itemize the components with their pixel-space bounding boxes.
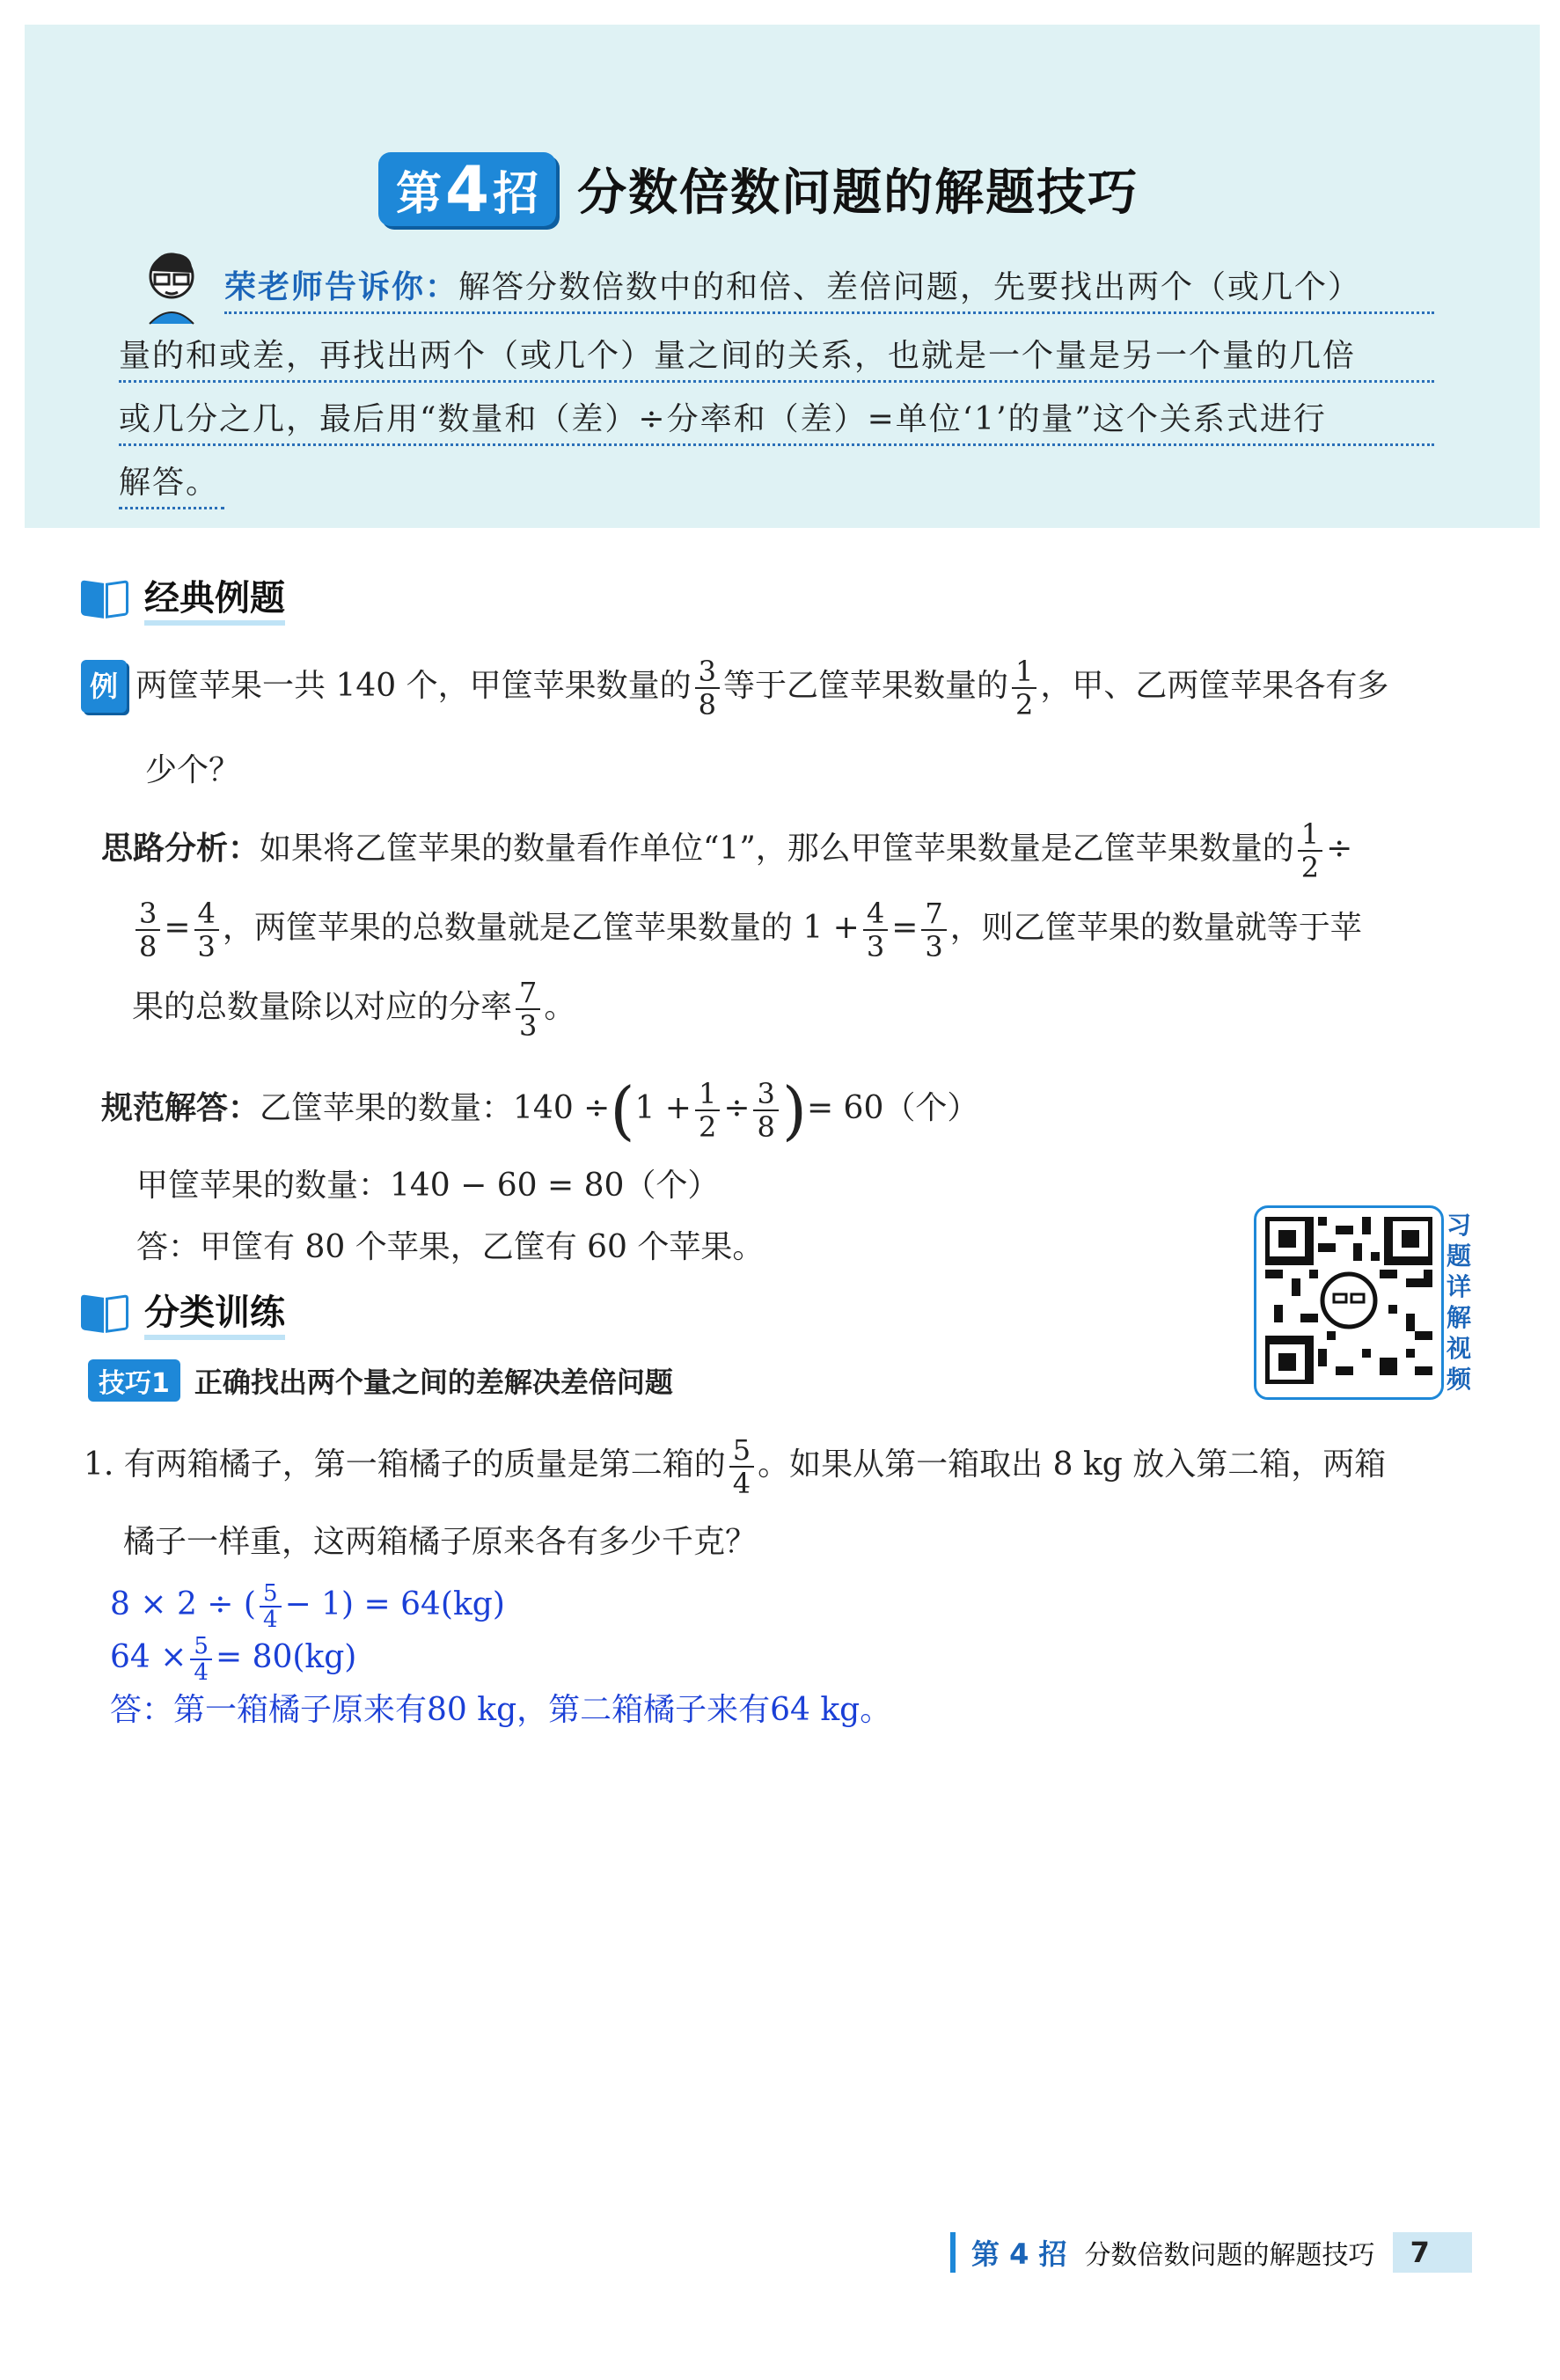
tip-line-2 (119, 333, 1434, 383)
analysis-text: ，两筐苹果的总数量就是乙筐苹果数量的 1 + (222, 910, 860, 946)
q-text: ，甲、乙两筐苹果各有多 (1040, 668, 1389, 704)
book-icon (81, 1293, 132, 1333)
analysis-text: ，则乙筐苹果的数量就等于苹 (949, 910, 1362, 946)
qr-char: 视 (1446, 1334, 1471, 1363)
solution-text: 1 + (634, 1090, 692, 1126)
example-tag: 例 (81, 660, 127, 713)
numerator: 1 (1298, 818, 1322, 852)
answer-line1 (110, 1579, 505, 1632)
page-title: 分数倍数问题的解题技巧 (577, 165, 1139, 222)
solution-label: 规范解答： (101, 1090, 260, 1126)
denominator: 8 (757, 1110, 775, 1144)
solution-line1 (101, 1073, 979, 1147)
section-training-heading (81, 1285, 285, 1340)
answer-text: 64 × (110, 1639, 187, 1675)
numerator: 1 (695, 1078, 720, 1111)
skill-title: 正确找出两个量之间的差解决差倍问题 (194, 1366, 673, 1399)
qr-pattern-icon (1265, 1217, 1432, 1384)
tip-text-1: 解答分数倍数中的和倍、差倍问题，先要找出两个（或几个） (458, 269, 1362, 305)
tip-text-4: 解答。 (119, 465, 220, 501)
fraction (260, 1581, 282, 1632)
analysis-line1 (101, 818, 1352, 883)
fraction (1298, 818, 1322, 883)
qr-char: 解 (1446, 1303, 1471, 1332)
fraction (194, 897, 219, 963)
section-example-heading (81, 570, 285, 626)
paren-open-icon: ( (610, 1073, 635, 1147)
denominator: 4 (262, 1607, 278, 1633)
qr-char: 题 (1446, 1241, 1471, 1271)
denominator: 2 (1015, 688, 1034, 721)
fraction (135, 897, 160, 963)
answer-line3 (110, 1685, 891, 1736)
footer-title: 分数倍数问题的解题技巧 (1084, 2240, 1375, 2271)
chapter-suffix: 招 (493, 167, 539, 221)
numerator: 5 (729, 1434, 754, 1468)
q1-text: 橘子一样重，这两箱橘子原来各有多少千克？ (123, 1524, 758, 1560)
fraction (695, 655, 720, 721)
analysis-line3 (132, 977, 575, 1042)
analysis-label: 思路分析： (101, 831, 260, 867)
fraction (516, 977, 540, 1042)
chapter-prefix: 第 (396, 167, 443, 221)
numerator: 3 (695, 655, 720, 689)
numerator: 7 (516, 977, 540, 1010)
paren-close-icon: ) (781, 1073, 807, 1147)
qr-char: 习 (1446, 1211, 1471, 1240)
q-text: 两筐苹果一共 140 个，甲筐苹果数量的 (135, 668, 692, 704)
teacher-tip-label: 荣老师告诉你： (224, 269, 459, 305)
qr-char: 详 (1446, 1272, 1471, 1301)
fraction (921, 897, 946, 963)
operator: ÷ (723, 1090, 751, 1126)
numerator: 3 (135, 897, 160, 931)
q1-text: 1. 有两箱橘子，第一箱橘子的质量是第二箱的 (84, 1446, 726, 1483)
qr-char: 频 (1446, 1365, 1471, 1394)
denominator: 8 (698, 688, 716, 721)
denominator: 4 (732, 1467, 751, 1500)
section-example-title: 经典例题 (144, 570, 285, 626)
fraction (190, 1634, 212, 1685)
solution-line2 (136, 1161, 719, 1211)
answer-text: = 80(kg) (215, 1639, 357, 1675)
answer-line2 (110, 1632, 356, 1685)
qr-side-text (1443, 1210, 1475, 1395)
analysis-text: 如果将乙筐苹果的数量看作单位“1”，那么甲筐苹果数量是乙筐苹果数量的 (260, 831, 1294, 867)
tip-line-4 (119, 459, 224, 509)
operator: ÷ (1326, 831, 1353, 867)
q-text: 等于乙筐苹果数量的 (722, 668, 1008, 704)
numerator: 4 (194, 897, 219, 931)
denominator: 4 (194, 1659, 209, 1686)
denominator: 3 (925, 930, 943, 963)
section-training-title: 分类训练 (144, 1285, 285, 1340)
tip-line-1 (224, 264, 1434, 314)
footer-bar (950, 2232, 956, 2273)
fraction (863, 897, 888, 963)
fraction (695, 1078, 720, 1143)
tip-text-3: 或几分之几，最后用“数量和（差）÷分率和（差）=单位‘1’的量”这个关系式进行 (119, 401, 1327, 437)
answer-text: 8 × 2 ÷ ( (110, 1586, 256, 1622)
skill-row (88, 1359, 673, 1402)
denominator: 2 (1300, 851, 1320, 884)
qr-code[interactable] (1254, 1205, 1444, 1400)
question1-line1 (84, 1434, 1386, 1499)
q-text: 少个？ (145, 752, 241, 788)
tip-text-2: 量的和或差，再找出两个（或几个）量之间的关系，也就是一个量是另一个量的几倍 (119, 338, 1357, 374)
numerator: 5 (190, 1634, 212, 1660)
operator: = (891, 910, 919, 946)
solution-text: 甲筐苹果的数量：140 − 60 = 80（个） (136, 1168, 720, 1204)
page-footer (950, 2226, 1472, 2279)
page-number: 7 (1393, 2232, 1472, 2273)
fraction (753, 1078, 778, 1143)
denominator: 3 (866, 930, 885, 963)
denominator: 8 (139, 930, 157, 963)
footer-chapter: 第 4 招 (971, 2237, 1067, 2271)
skill-tag: 技巧1 (88, 1359, 180, 1402)
numerator: 7 (921, 897, 946, 931)
fraction (1012, 655, 1036, 721)
tip-line-3 (119, 396, 1434, 446)
teacher-avatar-icon (141, 246, 202, 326)
numerator: 5 (260, 1581, 282, 1607)
solution-line3 (136, 1223, 764, 1272)
example-question-line1 (81, 655, 1388, 721)
solution-text: 乙筐苹果的数量：140 ÷ (260, 1090, 611, 1126)
denominator: 2 (698, 1110, 717, 1144)
chapter-badge (378, 152, 556, 226)
numerator: 4 (863, 897, 888, 931)
question1-line2 (123, 1518, 757, 1567)
numerator: 1 (1012, 655, 1036, 689)
solution-text: 答：甲筐有 80 个苹果，乙筐有 60 个苹果。 (136, 1229, 765, 1265)
operator: = (164, 910, 191, 946)
q1-text: 。如果从第一箱取出 8 kg 放入第二箱，两箱 (758, 1446, 1387, 1483)
answer-text: − 1) = 64(kg) (284, 1586, 505, 1622)
fraction (729, 1434, 754, 1499)
analysis-text: 。 (544, 989, 576, 1025)
example-question-line2 (145, 746, 240, 795)
solution-text: = 60（个） (806, 1090, 979, 1126)
chapter-number: 4 (445, 152, 490, 226)
chapter-title (378, 150, 1139, 229)
analysis-line2 (132, 897, 1362, 963)
numerator: 3 (753, 1078, 778, 1111)
answer-text: 答：第一箱橘子原来有80 kg，第二箱橘子来有64 kg。 (110, 1692, 892, 1728)
denominator: 3 (519, 1009, 538, 1043)
analysis-text: 果的总数量除以对应的分率 (132, 989, 513, 1025)
book-icon (81, 578, 132, 619)
denominator: 3 (197, 930, 216, 963)
